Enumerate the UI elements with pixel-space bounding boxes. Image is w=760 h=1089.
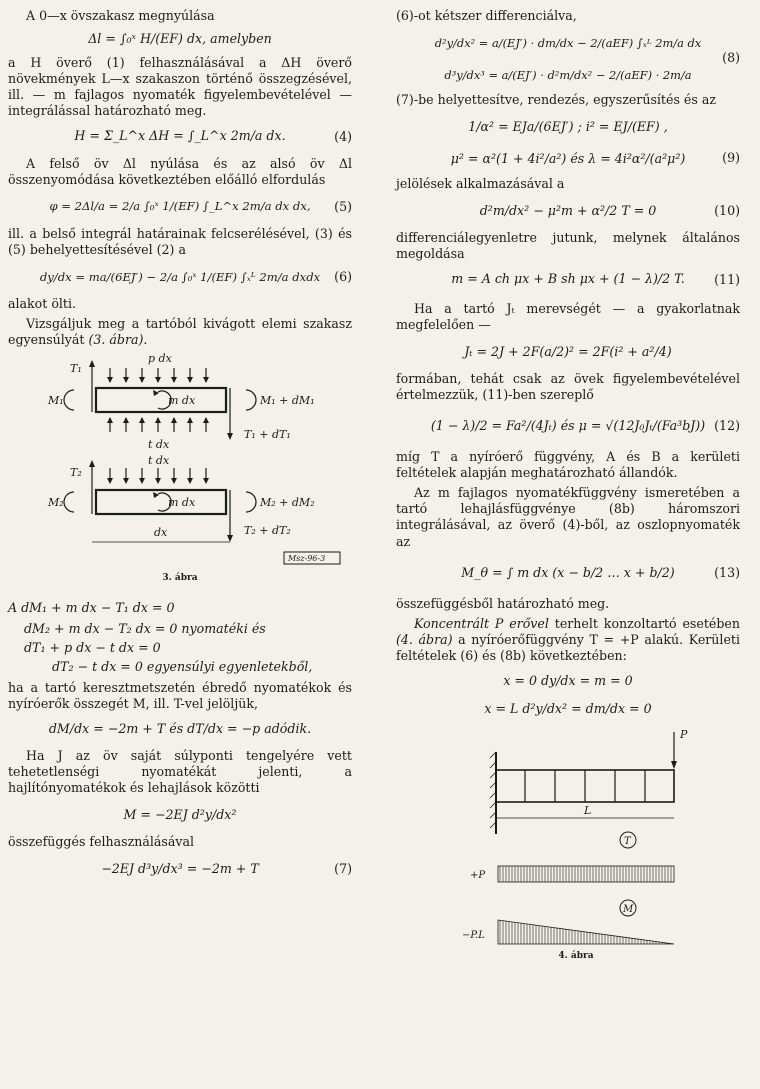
- paragraph: differenciálegyenletre jutunk, melynek általános megoldása: [396, 230, 740, 262]
- load-p-arrow-head: [671, 761, 677, 769]
- equation-9a: 1/α² = EJa/(6EJ′) ; i² = EJ/(EF) ,: [468, 119, 668, 135]
- label-dx: dx: [154, 526, 168, 540]
- equation-eq-b: dT₁ + p dx − t dx = 0: [24, 640, 161, 656]
- label-plus-p: +P: [470, 870, 486, 882]
- moment-m1dm1-arc: [246, 390, 256, 410]
- paragraph: A dM₁ + m dx − T₁ dx = 0: [8, 600, 175, 616]
- equation-4: H = Σ_L^x ΔH = ∫_L^x 2m/a dx. (4): [74, 128, 352, 144]
- paragraph: Vizsgáljuk meg a tartóból kivágott elemi szakasz egyensúlyát (3. ábra).: [8, 316, 352, 348]
- equation-eq-d: dM/dx = −2m + T és dT/dx = −p adódik.: [48, 720, 312, 736]
- equation-number: (6): [334, 268, 352, 284]
- paragraph: (6)-ot kétszer differenciálva,: [396, 8, 577, 23]
- equation-delta-l: Δl = ∫₀ˣ H/(EF) dx, amelyben: [88, 31, 272, 47]
- figure-3: [8, 352, 352, 596]
- paragraph: ill. a belső integrál határainak felcserélésével, (3) és (5) behelyettesítésével (2) a: [8, 225, 352, 257]
- label-t1: T₁: [70, 362, 82, 376]
- paragraph: A felső öv Δl nyúlása és az alsó öv Δl összenyomódása következtében előálló elfordulás: [8, 155, 352, 187]
- label-m1: M₁: [48, 394, 64, 408]
- moment-m1-arc: [64, 390, 74, 410]
- label-tdx-upper: t dx: [148, 438, 170, 452]
- label-l: L: [584, 804, 592, 818]
- equation-11: m = A ch μx + B sh μx + (1 − λ)/2 T. (11): [451, 271, 740, 287]
- paragraph: A 0—x övszakasz megnyúlása: [26, 8, 215, 23]
- equation-9b: μ² = α²(1 + 4i²/a²) és λ = 4i²α²/(a²μ²): [450, 151, 686, 167]
- equation-number: (12): [714, 417, 740, 433]
- truss-posts: [525, 770, 645, 802]
- paragraph: alakot ölti.: [8, 295, 77, 311]
- label-p: P: [680, 728, 688, 742]
- label-t2dt2: T₂ + dT₂: [244, 524, 291, 538]
- paragraph: ha a tartó keresztmetszetén ébredő nyomatékok és nyíróerők összegét M, ill. T-vel jelöljük,: [8, 679, 352, 711]
- equation-eq-c: dT₂ − t dx = 0 egyensúlyi egyenletekből,: [52, 659, 313, 675]
- label-mdx-lower: m dx: [168, 496, 196, 510]
- moment-m2-arc: [64, 492, 74, 512]
- equation-jt: Jₜ = 2J + 2F(a/2)² = 2F(i² + a²/4): [464, 343, 672, 359]
- paragraph: jelölések alkalmazásával a: [396, 176, 565, 192]
- equation-number: (9): [722, 149, 740, 165]
- right-column: [396, 8, 740, 966]
- equation-eq-a: dM₂ + m dx − T₂ dx = 0 nyomatéki és: [24, 621, 266, 637]
- figure-4: [396, 722, 740, 962]
- paragraph: Koncentrált P erővel terhelt konzoltartó esetében (4. ábra) a nyíróerőfüggvény T = +P alakú. Kerületi feltételek (6) és (8b) következtében:: [396, 615, 740, 663]
- label-t1dt1: T₁ + dT₁: [244, 428, 291, 442]
- paragraph: (7)-be helyettesítve, rendezés, egyszerűsítés és az: [396, 92, 716, 108]
- label-t: T: [624, 836, 631, 848]
- label-m2dm2: M₂ + dM₂: [260, 496, 315, 510]
- left-column: [8, 8, 352, 884]
- label-pdx: p dx: [148, 352, 172, 366]
- paragraph: Az m fajlagos nyomatékfüggvény ismeretében a tartó lehajlásfüggvénye (8b) háromszori integrálásával, az överő (4)-ből, az oszlopnyomaték az: [396, 485, 740, 549]
- paragraph: összefüggés felhasználásával: [8, 834, 195, 850]
- moment-m2dm2-arc: [246, 492, 256, 512]
- equation-6: dy/dx = ma/(6EJ′) − 2/a ∫₀ˣ 1/(EF) ∫ₓᴸ 2m/a dxdx (6): [39, 268, 352, 284]
- shear-diagram-hatching: [500, 866, 671, 882]
- label-m: M: [623, 904, 634, 916]
- stamp-text: Msz-96-3: [288, 554, 326, 564]
- paragraph: formában, tehát csak az övek figyelembevételével értelmezzük, (11)-ben szereplő: [396, 370, 740, 402]
- paragraph: a H överő (1) felhasználásával a ΔH överő növekmények L—x szakaszon történő összegzésével, ill. — m fajlagos nyomaték figyelembevételével — integrálással határozható meg.: [8, 55, 352, 119]
- equation-7: −2EJ d³y/dx³ = −2m + T (7): [101, 861, 352, 877]
- equation-number: (13): [714, 564, 740, 580]
- equation-number: (5): [334, 198, 352, 214]
- equation-number: (7): [334, 861, 352, 877]
- equation-9-group: [396, 116, 740, 170]
- paragraph: míg T a nyíróerő függvény, A és B a kerületi feltételek alapján meghatározható állandók.: [396, 448, 740, 481]
- paragraph: összefüggésből határozható meg.: [396, 595, 610, 611]
- label-mdx-upper: m dx: [168, 394, 196, 408]
- equation-number: (8): [722, 50, 740, 66]
- equation-10: d²m/dx² − μ²m + α²/2 T = 0 (10): [479, 203, 740, 219]
- shear-diagram: [498, 866, 674, 882]
- equation-number: (4): [334, 128, 352, 144]
- label-m1dm1: M₁ + dM₁: [260, 394, 315, 408]
- equation-13: M_θ = ∫ m dx (x − b/2 … x + b/2) (13): [461, 564, 740, 580]
- paragraph: Ha J az öv saját súlyponti tengelyére vett tehetetlenségi nyomatékát jelenti, a hajlítónyomatékok és lehajlások közötti: [8, 747, 352, 795]
- equation-12: (1 − λ)/2 = Fa²/(4Jₜ) és μ = √(12J₀Jₜ/(Fa³bJ)) (12): [430, 417, 740, 433]
- equation-8b: d³y/dx³ = a/(EJ′) · d²m/dx² − 2/(aEF) · 2m/a: [444, 67, 692, 82]
- equation-bc2: x = L d²y/dx² = dm/dx = 0: [484, 701, 652, 717]
- equation-5: φ = 2Δl/a = 2/a ∫₀ˣ 1/(EF) ∫_L^x 2m/a dx dx, (5): [49, 198, 352, 214]
- label-m2: M₂: [48, 496, 64, 510]
- paragraph: Ha a tartó Jₜ merevségét — a gyakorlatnak megfelelően —: [396, 300, 740, 332]
- equation-8-group: [396, 32, 740, 86]
- equation-8a: d²y/dx² = a/(EJ′) · dm/dx − 2/(aEF) ∫ₓᴸ 2m/a dx: [434, 35, 702, 50]
- equation-number: (10): [714, 203, 740, 219]
- label-tdx-lower: t dx: [148, 454, 170, 468]
- figure-4-caption: 4. ábra: [558, 951, 594, 962]
- equation-number: (11): [714, 271, 740, 287]
- moment-diagram: [498, 920, 674, 944]
- label-minus-pl: −P.L: [462, 930, 485, 942]
- figure-3-caption: 3. ábra: [162, 573, 198, 584]
- equation-bc1: x = 0 dy/dx = m = 0: [503, 673, 633, 689]
- label-t2: T₂: [70, 466, 82, 480]
- equation-eq-e: M = −2EJ d²y/dx²: [123, 807, 237, 823]
